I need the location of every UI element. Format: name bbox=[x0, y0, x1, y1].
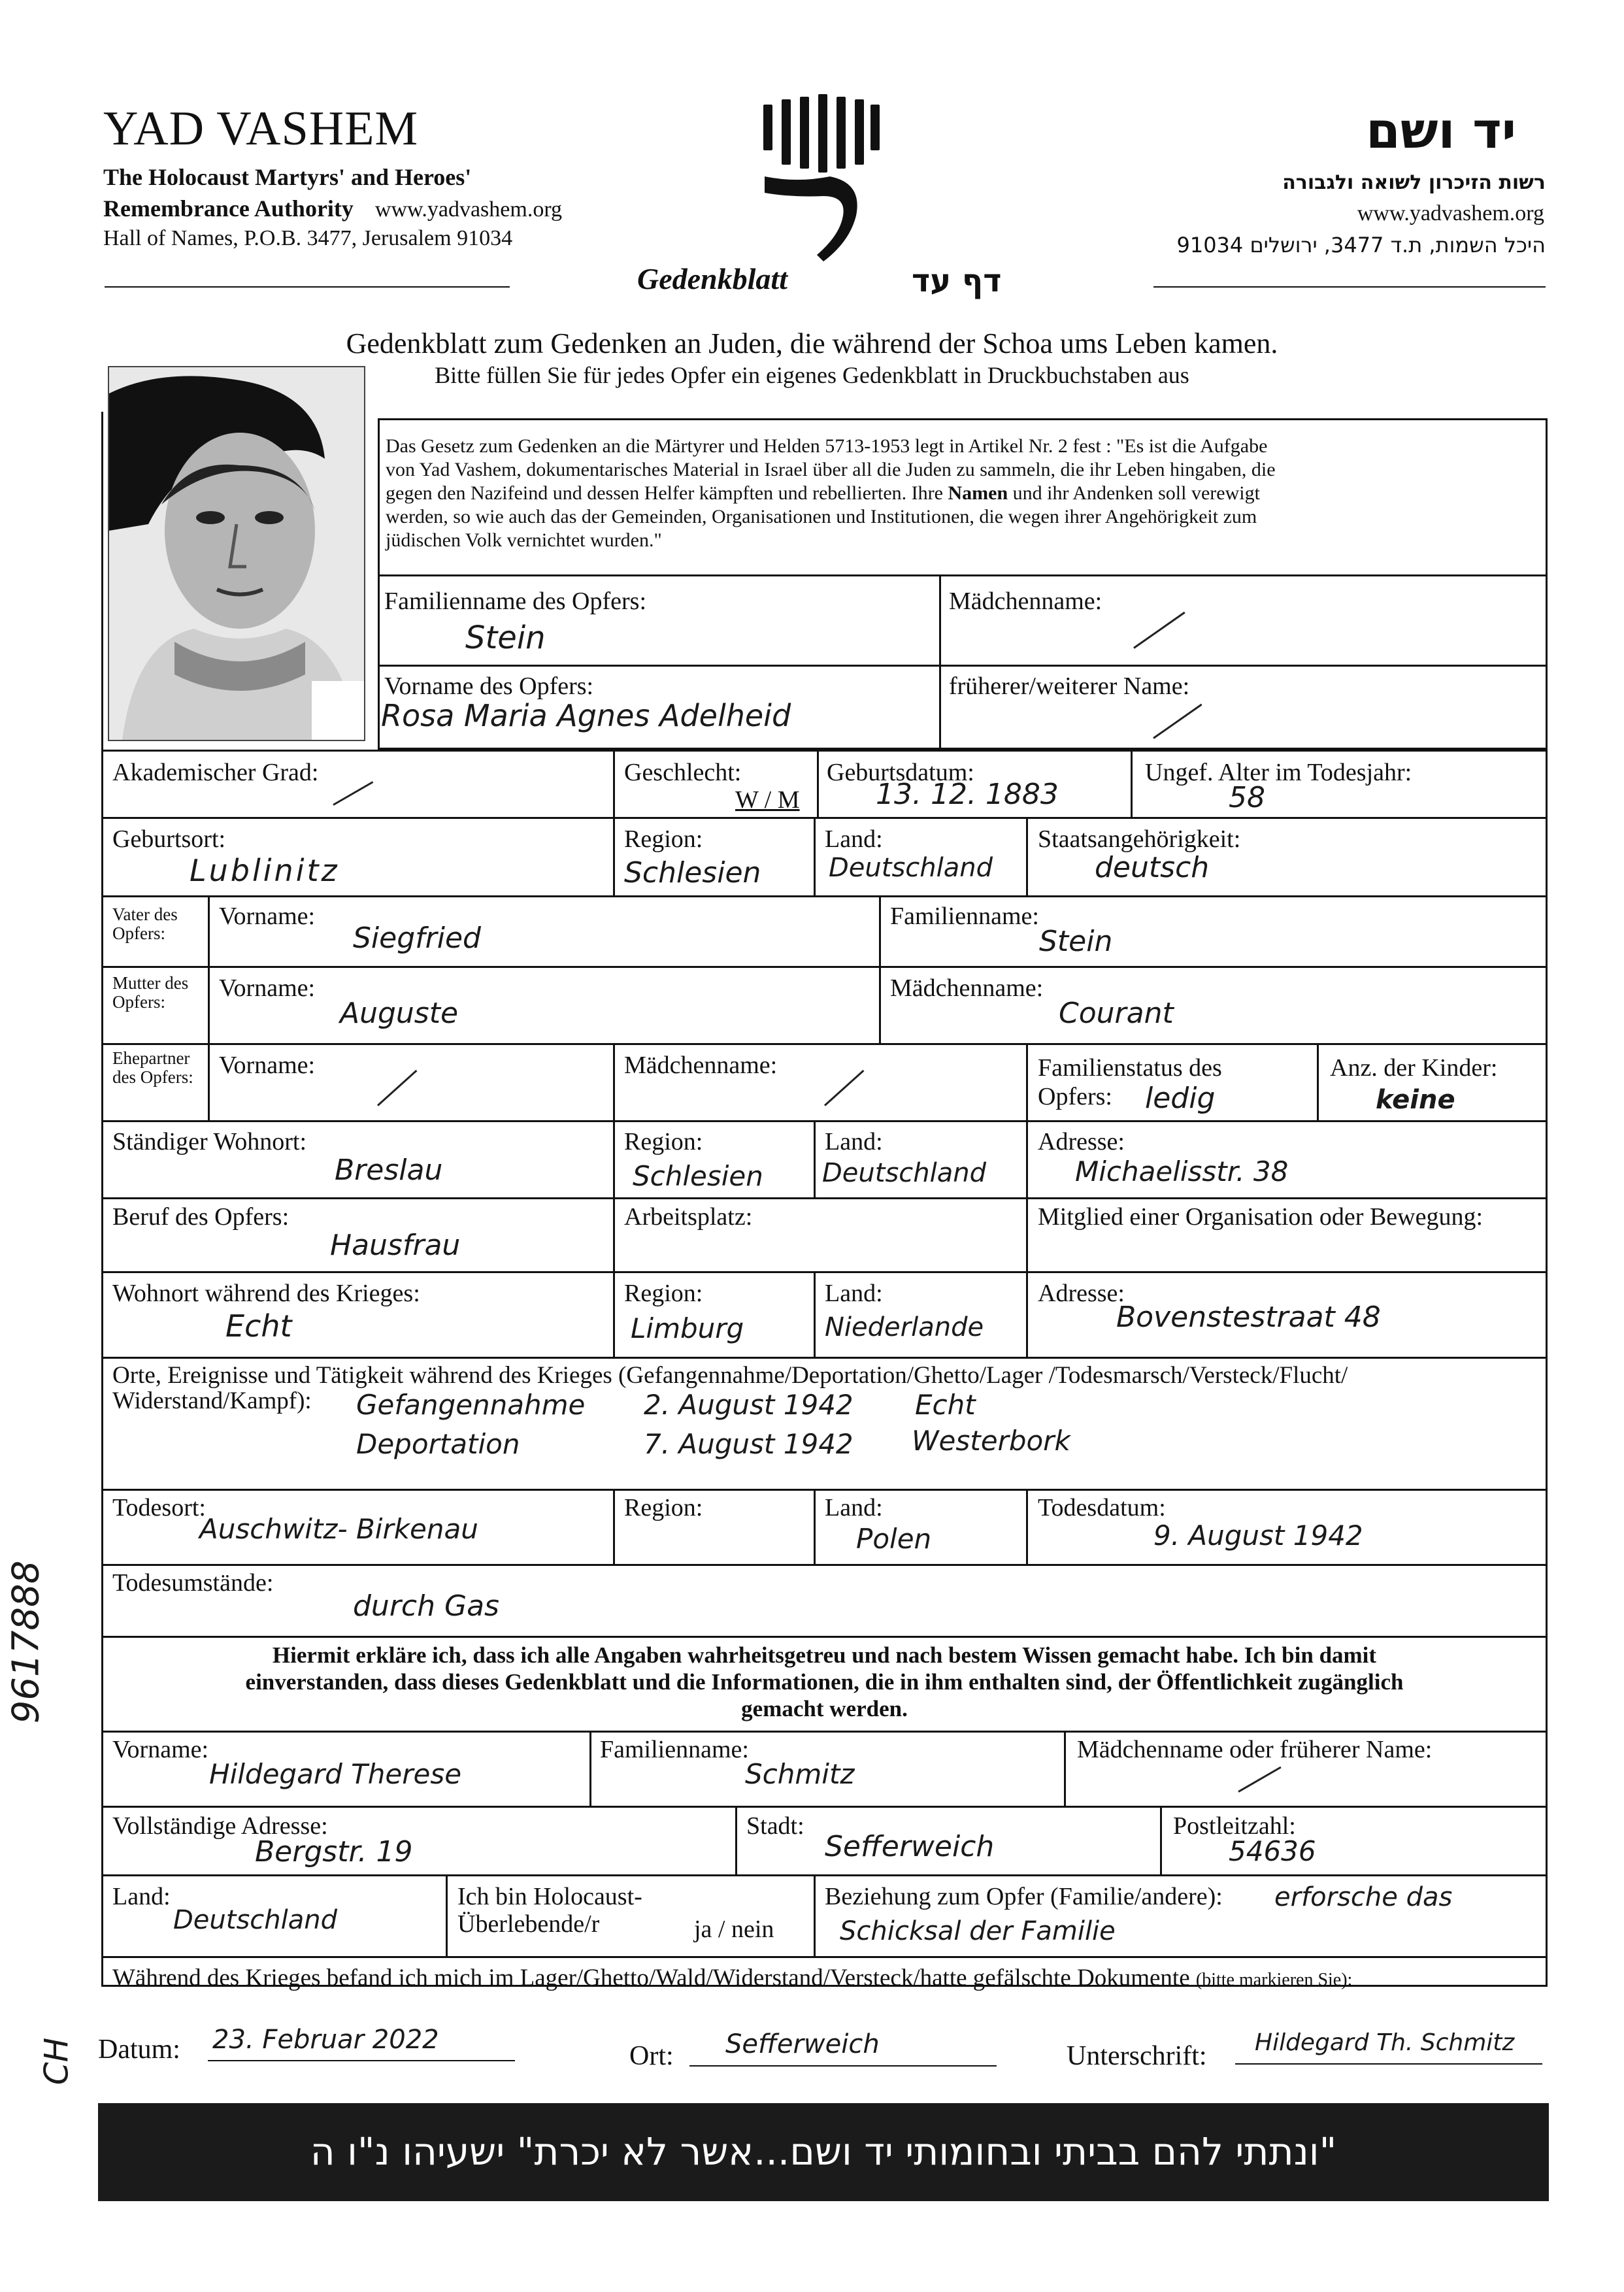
submitter-plz-value[interactable]: 54636 bbox=[1229, 1835, 1316, 1867]
beziehung-label: Beziehung zum Opfer (Familie/andere): bbox=[825, 1883, 1223, 1910]
lager-note: (bitte markieren Sie): bbox=[1195, 1970, 1353, 1990]
familienname-label: Familienname des Opfers: bbox=[384, 588, 647, 615]
umstaende-label: Todesumstände: bbox=[112, 1569, 274, 1597]
unterschrift-label: Unterschrift: bbox=[1067, 2041, 1207, 2071]
mutter-maedchenname-value[interactable]: Courant bbox=[1059, 997, 1174, 1030]
krieg-wohnort-label: Wohnort während des Krieges: bbox=[112, 1280, 420, 1307]
submitter-plz-label: Postleitzahl: bbox=[1173, 1812, 1296, 1840]
ehe-maedchenname-label: Mädchenname: bbox=[624, 1052, 778, 1079]
submitter-maedchen-label: Mädchenname oder früherer Name: bbox=[1077, 1736, 1433, 1763]
ehe-vorname-label: Vorname: bbox=[219, 1052, 316, 1079]
he-address: היכל השמות, ת.ד 3477, ירושלים 91034 bbox=[1176, 233, 1546, 257]
arbeitsplatz-label: Arbeitsplatz: bbox=[624, 1203, 753, 1231]
wohnort-value[interactable]: Breslau bbox=[335, 1154, 443, 1187]
vater-vorname-label: Vorname: bbox=[219, 903, 316, 930]
mitglied-label: Mitglied einer Organisation oder Bewegung: bbox=[1038, 1203, 1483, 1231]
todesort-value[interactable]: Auschwitz- Birkenau bbox=[199, 1513, 478, 1545]
submitter-stadt-value[interactable]: Sefferweich bbox=[825, 1830, 995, 1863]
submitter-adresse-value[interactable]: Bergstr. 19 bbox=[255, 1835, 413, 1868]
ehepartner-label: Ehepartner des Opfers: bbox=[112, 1048, 193, 1087]
mutter-label: Mutter des Opfers: bbox=[112, 973, 189, 1012]
submitter-stadt-label: Stadt: bbox=[746, 1812, 804, 1840]
subtitle: Gedenkblatt zum Gedenken an Juden, die während der Schoa ums Leben kamen. bbox=[346, 327, 1278, 359]
todes-land-label: Land: bbox=[825, 1494, 883, 1521]
staat-value[interactable]: deutsch bbox=[1095, 851, 1210, 884]
submitter-vorname-label: Vorname: bbox=[112, 1736, 209, 1763]
survivor-options[interactable]: ja / nein bbox=[694, 1916, 774, 1943]
wohnort-label: Ständiger Wohnort: bbox=[112, 1128, 307, 1155]
declaration-line1: Hiermit erkläre ich, dass ich alle Angaben wahrheitsgetreu und nach bestem Wissen gemacht habe. Ich bin damit bbox=[272, 1642, 1377, 1668]
declaration-line2: einverstanden, dass dieses Gedenkblatt und die Informationen, die in ihm enthalten sind, der Öffentlichkeit zugänglich bbox=[245, 1669, 1404, 1695]
org-title: YAD VASHEM bbox=[103, 102, 419, 156]
mutter-vorname-value[interactable]: Auguste bbox=[340, 997, 459, 1030]
geburt-land-label: Land: bbox=[825, 825, 883, 853]
krieg-adresse-label: Adresse: bbox=[1038, 1280, 1125, 1307]
lager-line bbox=[112, 1964, 1352, 1992]
beruf-value[interactable]: Hausfrau bbox=[330, 1229, 461, 1262]
survivor-label1: Ich bin Holocaust- bbox=[457, 1883, 642, 1910]
law-line4: werden, so wie auch das der Gemeinden, Organisationen und Institutionen, die wegen ihrer Angehörigkeit zum bbox=[386, 506, 1257, 527]
side-number: 9617888 bbox=[5, 1560, 48, 1724]
wohnort-region-value[interactable]: Schlesien bbox=[633, 1160, 763, 1192]
vater-familienname-value[interactable]: Stein bbox=[1039, 925, 1113, 958]
side-mark: CH bbox=[37, 2037, 76, 2085]
geburtsort-label: Geburtsort: bbox=[112, 825, 226, 853]
wohnort-land-label: Land: bbox=[825, 1128, 883, 1155]
yad-vashem-logo-icon bbox=[758, 91, 879, 268]
familienstatus-label2: Opfers: bbox=[1038, 1083, 1112, 1110]
geburtsdatum-value[interactable]: 13. 12. 1883 bbox=[876, 778, 1059, 811]
ort-line bbox=[689, 2065, 997, 2067]
todesort-label: Todesort: bbox=[112, 1494, 206, 1521]
krieg-wohnort-value[interactable]: Echt bbox=[225, 1308, 292, 1344]
war-label2: Widerstand/Kampf): bbox=[112, 1387, 312, 1414]
war-event2-place[interactable]: Westerbork bbox=[912, 1425, 1070, 1457]
krieg-region-value[interactable]: Limburg bbox=[631, 1312, 744, 1344]
submitter-land-value[interactable]: Deutschland bbox=[173, 1905, 337, 1935]
geburtsort-value[interactable]: Lublinitz bbox=[190, 853, 340, 888]
instruction: Bitte füllen Sie für jedes Opfer ein eigenes Gedenkblatt in Druckbuchstaben aus bbox=[435, 362, 1189, 388]
wohnort-land-value[interactable]: Deutschland bbox=[822, 1158, 986, 1188]
victim-photo bbox=[108, 366, 365, 741]
lager-label: Während des Krieges befand ich mich im Lager/Ghetto/Wald/Widerstand/Versteck/hatte gefälschte Dokumente bbox=[112, 1965, 1190, 1991]
law-line1: Das Gesetz zum Gedenken an die Märtyrer und Helden 5713-1953 legt in Artikel Nr. 2 fest : "Es ist die Aufgabe bbox=[386, 435, 1268, 457]
war-label1: Orte, Ereignisse und Tätigkeit während des Krieges (Gefangennahme/Deportation/Ghetto/Lager /Todesmarsch/Versteck/Flucht/ bbox=[112, 1362, 1348, 1389]
gedenkblatt-title: Gedenkblatt bbox=[637, 262, 787, 295]
familienstatus-value[interactable]: ledig bbox=[1145, 1082, 1216, 1115]
war-event1[interactable]: Gefangennahme bbox=[356, 1389, 586, 1421]
krieg-land-value[interactable]: Niederlande bbox=[825, 1312, 984, 1342]
law-line3: gegen den Nazifeind und dessen Helfer kämpften und rebellierten. Ihre Namen und ihr Andenken soll verewigt bbox=[386, 482, 1260, 504]
law-line5: jüdischen Volk vernichtet wurden." bbox=[386, 529, 662, 551]
staat-label: Staatsangehörigkeit: bbox=[1038, 825, 1241, 853]
krieg-adresse-value[interactable]: Bovenstestraat 48 bbox=[1116, 1301, 1381, 1334]
geburt-region-label: Region: bbox=[624, 825, 703, 853]
kinder-label: Anz. der Kinder: bbox=[1330, 1054, 1498, 1082]
hebrew-banner bbox=[98, 2103, 1549, 2201]
vorname-value[interactable]: Rosa Maria Agnes Adelheid bbox=[381, 698, 791, 733]
org-authority: Remembrance Authority bbox=[103, 195, 354, 222]
he-line1: רשות הזיכרון לשואה ולגבורה bbox=[1282, 171, 1546, 194]
org-line1: The Holocaust Martyrs' and Heroes' bbox=[103, 164, 472, 190]
geschlecht-label: Geschlecht: bbox=[624, 759, 742, 786]
header-rule-right bbox=[1153, 286, 1546, 288]
beziehung-value2[interactable]: Schicksal der Familie bbox=[840, 1916, 1116, 1946]
submitter-vorname-value[interactable]: Hildegard Therese bbox=[209, 1758, 462, 1790]
beruf-label: Beruf des Opfers: bbox=[112, 1203, 290, 1231]
todesdatum-value[interactable]: 9. August 1942 bbox=[1153, 1520, 1363, 1552]
survivor-label2: Überlebende/r bbox=[457, 1910, 600, 1938]
submitter-familienname-label: Familienname: bbox=[600, 1736, 749, 1763]
geburt-region-value[interactable]: Schlesien bbox=[624, 856, 761, 889]
todes-land-value[interactable]: Polen bbox=[856, 1523, 932, 1555]
datum-value[interactable]: 23. Februar 2022 bbox=[212, 2025, 439, 2055]
wohnort-region-label: Region: bbox=[624, 1128, 703, 1155]
datum-line bbox=[208, 2060, 515, 2061]
grad-label: Akademischer Grad: bbox=[112, 759, 319, 786]
law-text bbox=[386, 435, 1276, 552]
org-address: Hall of Names, P.O.B. 3477, Jerusalem 91034 bbox=[103, 226, 513, 250]
org-url: www.yadvashem.org bbox=[374, 197, 563, 222]
geburt-land-value[interactable]: Deutschland bbox=[829, 853, 993, 883]
he-url: www.yadvashem.org bbox=[1357, 201, 1544, 225]
vater-vorname-value[interactable]: Siegfried bbox=[353, 922, 481, 955]
declaration bbox=[101, 1642, 1548, 1722]
law-line2: von Yad Vashem, dokumentarisches Material in Israel über all die Juden zu sammeln, die ihr Leben hingaben, die bbox=[386, 459, 1276, 480]
krieg-region-label: Region: bbox=[624, 1280, 703, 1307]
kinder-value[interactable]: keine bbox=[1376, 1085, 1455, 1115]
todes-region-label: Region: bbox=[624, 1494, 703, 1521]
he-title: יד ושם bbox=[1366, 101, 1517, 159]
vorname-label: Vorname des Opfers: bbox=[384, 673, 594, 700]
mutter-vorname-label: Vorname: bbox=[219, 974, 316, 1002]
familienstatus-label: Familienstatus des bbox=[1038, 1054, 1222, 1082]
submitter-adresse-label: Vollständige Adresse: bbox=[112, 1812, 328, 1840]
geburtsdatum-label: Geburtsdatum: bbox=[827, 759, 974, 786]
alter-label: Ungef. Alter im Todesjahr: bbox=[1145, 759, 1412, 786]
mutter-maedchenname-label: Mädchenname: bbox=[890, 974, 1044, 1002]
vater-label: Vater des Opfers: bbox=[112, 905, 178, 943]
familienname-value[interactable]: Stein bbox=[465, 620, 546, 656]
frueherer-name-label: früherer/weiterer Name: bbox=[949, 673, 1190, 700]
ort-label: Ort: bbox=[629, 2041, 674, 2071]
datum-label: Datum: bbox=[98, 2035, 180, 2065]
maedchenname-label: Mädchenname: bbox=[949, 588, 1102, 615]
unterschrift-line bbox=[1235, 2063, 1542, 2065]
hebrew-banner-text: "ונתתי להם בביתי ובחומותי יד ושם...אשר לא יכרת" ישעיהו נ"ו ה bbox=[310, 2129, 1337, 2174]
ort-value[interactable]: Sefferweich bbox=[725, 2029, 880, 2059]
war-event2[interactable]: Deportation bbox=[356, 1428, 520, 1460]
geschlecht-options[interactable]: W / M bbox=[735, 786, 800, 814]
krieg-land-label: Land: bbox=[825, 1280, 883, 1307]
declaration-line3: gemacht werden. bbox=[741, 1696, 908, 1721]
he-gedenkblatt: דף עד bbox=[912, 263, 1002, 299]
alter-value[interactable]: 58 bbox=[1229, 781, 1265, 814]
submitter-land-label: Land: bbox=[112, 1883, 171, 1910]
war-event1-place[interactable]: Echt bbox=[915, 1389, 976, 1421]
wohnort-adresse-value[interactable]: Michaelisstr. 38 bbox=[1075, 1155, 1289, 1188]
unterschrift-value[interactable]: Hildegard Th. Schmitz bbox=[1255, 2029, 1515, 2056]
header-rule-left bbox=[105, 286, 510, 288]
war-event1-date[interactable]: 2. August 1942 bbox=[644, 1389, 853, 1421]
war-event2-date[interactable]: 7. August 1942 bbox=[644, 1428, 853, 1460]
beziehung-value1[interactable]: erforsche das bbox=[1274, 1882, 1453, 1912]
vater-familienname-label: Familienname: bbox=[890, 903, 1039, 930]
submitter-familienname-value[interactable]: Schmitz bbox=[745, 1758, 855, 1790]
todesdatum-label: Todesdatum: bbox=[1038, 1494, 1166, 1521]
wohnort-adresse-label: Adresse: bbox=[1038, 1128, 1125, 1155]
umstaende-value[interactable]: durch Gas bbox=[353, 1589, 499, 1623]
org-line2 bbox=[103, 195, 562, 222]
